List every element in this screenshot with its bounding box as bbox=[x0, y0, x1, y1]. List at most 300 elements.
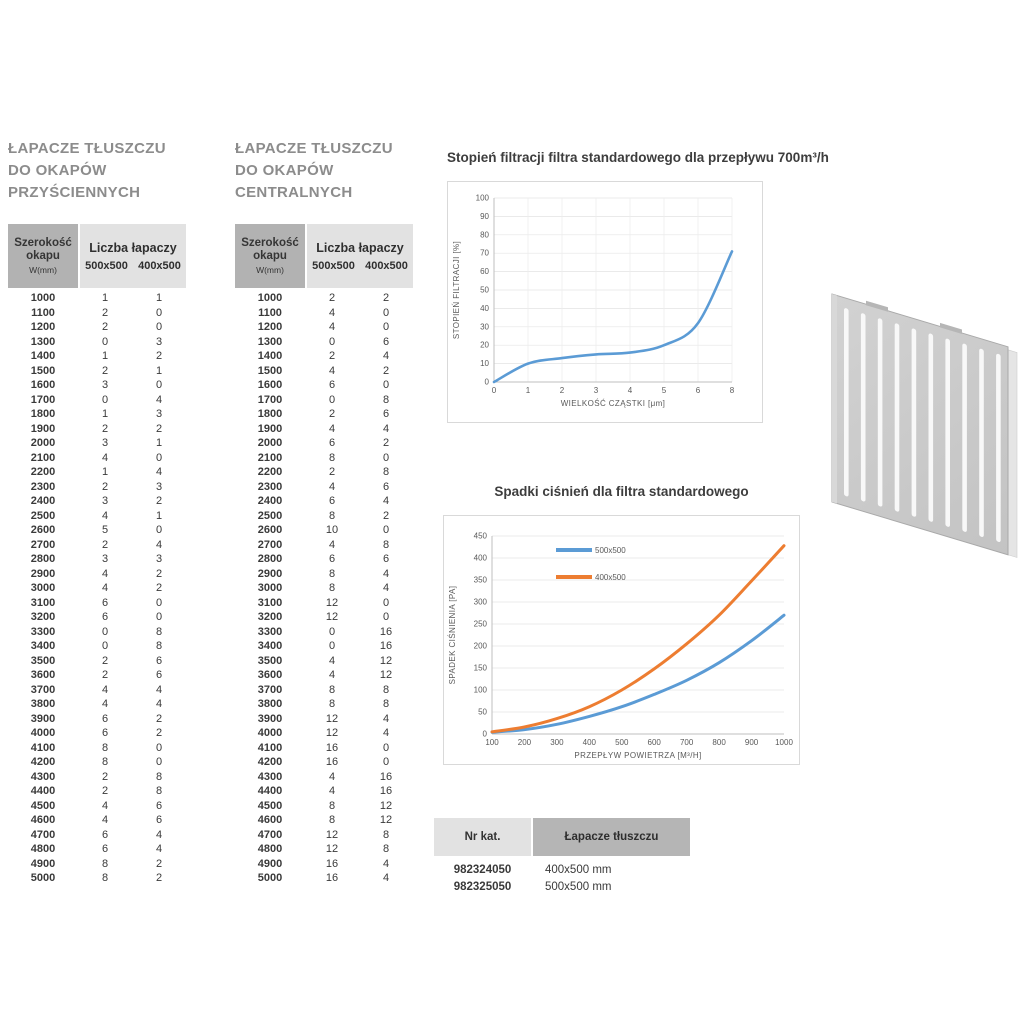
table-cell: 5 bbox=[101, 524, 109, 537]
table-row bbox=[8, 291, 186, 306]
table-cell: 6 bbox=[101, 843, 109, 856]
table-cell: 8 bbox=[328, 567, 336, 580]
table-cell: 4700 bbox=[257, 828, 283, 841]
table-cell: 1500 bbox=[30, 364, 56, 377]
table-cell: 4 bbox=[328, 321, 336, 334]
table-row bbox=[8, 813, 186, 828]
table-cell: 1400 bbox=[30, 350, 56, 363]
filtration-curve-svg bbox=[448, 182, 764, 424]
table-row bbox=[8, 799, 186, 814]
table-cell: 0 bbox=[155, 306, 163, 319]
table-cell: 4 bbox=[382, 582, 390, 595]
table-cell: 6 bbox=[155, 814, 163, 827]
table-cell: 4 bbox=[101, 814, 109, 827]
table-row bbox=[8, 523, 186, 538]
table-cell: 6 bbox=[155, 799, 163, 812]
svg-text:400: 400 bbox=[473, 553, 487, 563]
table-cell: 6 bbox=[328, 553, 336, 566]
table-cell: 3900 bbox=[257, 712, 283, 725]
table-row bbox=[8, 610, 186, 625]
filter-slot bbox=[878, 318, 883, 507]
svg-text:150: 150 bbox=[473, 663, 487, 673]
table-cell: 3800 bbox=[257, 698, 283, 711]
table-cell: 0 bbox=[382, 306, 390, 319]
table-cell: 8 bbox=[382, 393, 390, 406]
table-cell: 3100 bbox=[257, 596, 283, 609]
table-cell: 4 bbox=[382, 712, 390, 725]
table-cell: 8 bbox=[382, 828, 390, 841]
table-cell: 8 bbox=[101, 756, 109, 769]
table-cell: 8 bbox=[328, 582, 336, 595]
table-cell: 2200 bbox=[257, 466, 283, 479]
table-row bbox=[235, 668, 413, 683]
svg-text:3: 3 bbox=[593, 386, 599, 395]
table-cell: 4 bbox=[155, 828, 163, 841]
table-row bbox=[8, 842, 186, 857]
table-cell: 3500 bbox=[257, 654, 283, 667]
filter-slot bbox=[979, 348, 984, 537]
table-cell: 2 bbox=[155, 857, 163, 870]
table-cell: 3600 bbox=[30, 669, 56, 682]
table-row bbox=[235, 581, 413, 596]
table-cell: 16 bbox=[325, 741, 339, 754]
table-cell: 16 bbox=[379, 785, 393, 798]
catalog-table bbox=[434, 818, 690, 895]
table-cell: 8 bbox=[382, 698, 390, 711]
table-cell: 4900 bbox=[257, 857, 283, 870]
pressure-curves-svg bbox=[444, 516, 801, 766]
table-row bbox=[235, 436, 413, 451]
svg-text:6: 6 bbox=[695, 386, 701, 395]
table-row bbox=[8, 378, 186, 393]
table-cell: 8 bbox=[382, 538, 390, 551]
table-cell: 6 bbox=[101, 712, 109, 725]
table-cell: 4 bbox=[155, 843, 163, 856]
table-cell: 0 bbox=[328, 625, 336, 638]
catalog-number: 982324050 bbox=[453, 863, 512, 876]
table-cell: 2 bbox=[101, 785, 109, 798]
table-row bbox=[8, 654, 186, 669]
table-row bbox=[235, 509, 413, 524]
table-cell: 2600 bbox=[30, 524, 56, 537]
table-cell: 4200 bbox=[30, 756, 56, 769]
filter-slot bbox=[962, 343, 967, 532]
table-cell: 4 bbox=[382, 350, 390, 363]
table-row bbox=[235, 596, 413, 611]
table-cell: 4100 bbox=[257, 741, 283, 754]
table-cell: 4800 bbox=[30, 843, 56, 856]
table-row bbox=[8, 349, 186, 364]
svg-text:1000: 1000 bbox=[775, 738, 793, 747]
table-cell: 12 bbox=[325, 712, 339, 725]
table-cell: 10 bbox=[325, 524, 339, 537]
table-cell: 8 bbox=[328, 683, 336, 696]
table-row bbox=[235, 538, 413, 553]
table-cell: 2400 bbox=[30, 495, 56, 508]
table-cell: 1 bbox=[101, 292, 109, 305]
table-cell: 2 bbox=[101, 306, 109, 319]
table-cell: 8 bbox=[155, 770, 163, 783]
title-line: ŁAPACZE TŁUSZCZU bbox=[235, 140, 393, 157]
trap-count-header bbox=[307, 224, 413, 288]
table-cell: 1800 bbox=[30, 408, 56, 421]
table-cell: 0 bbox=[101, 393, 109, 406]
filter-slot bbox=[996, 353, 1001, 542]
table-row bbox=[235, 451, 413, 466]
table-cell: 6 bbox=[328, 495, 336, 508]
table-cell: 4300 bbox=[30, 770, 56, 783]
table-cell: 1200 bbox=[257, 321, 283, 334]
table-cell: 2600 bbox=[257, 524, 283, 537]
table-row bbox=[8, 871, 186, 886]
table-cell: 2 bbox=[155, 422, 163, 435]
size-400x500-header: 400x500 bbox=[138, 259, 181, 272]
table-row bbox=[8, 639, 186, 654]
table-cell: 2 bbox=[101, 669, 109, 682]
title-line: DO OKAPÓW bbox=[235, 162, 334, 179]
table-row bbox=[8, 596, 186, 611]
table-cell: 6 bbox=[155, 654, 163, 667]
hood-width-unit: W(mm) bbox=[256, 265, 284, 275]
svg-text:300: 300 bbox=[550, 738, 564, 747]
table-cell: 4 bbox=[328, 770, 336, 783]
table-cell: 2700 bbox=[257, 538, 283, 551]
table-cell: 8 bbox=[101, 872, 109, 885]
table-cell: 8 bbox=[328, 509, 336, 522]
table-cell: 5000 bbox=[257, 872, 283, 885]
svg-text:350: 350 bbox=[473, 575, 487, 585]
table-cell: 3 bbox=[101, 495, 109, 508]
filter-slot bbox=[945, 338, 950, 527]
table-row bbox=[8, 422, 186, 437]
table-cell: 3 bbox=[101, 553, 109, 566]
table-cell: 3200 bbox=[30, 611, 56, 624]
svg-text:40: 40 bbox=[480, 303, 489, 313]
table-row bbox=[8, 393, 186, 408]
table-cell: 2 bbox=[101, 422, 109, 435]
table-cell: 4500 bbox=[30, 799, 56, 812]
svg-text:SPADEK CIŚNIENIA [PA]: SPADEK CIŚNIENIA [PA] bbox=[448, 585, 457, 685]
table-row bbox=[8, 451, 186, 466]
svg-text:250: 250 bbox=[473, 619, 487, 629]
table-cell: 2 bbox=[155, 495, 163, 508]
table-cell: 1100 bbox=[258, 306, 282, 319]
size-500x500-header: 500x500 bbox=[312, 259, 355, 272]
table-cell: 1200 bbox=[30, 321, 56, 334]
table-row bbox=[8, 567, 186, 582]
title-line: PRZYŚCIENNYCH bbox=[8, 184, 141, 201]
pressure-drop-chart bbox=[443, 484, 800, 765]
table-cell: 2100 bbox=[30, 451, 56, 464]
table-cell: 1900 bbox=[30, 422, 56, 435]
title-line: ŁAPACZE TŁUSZCZU bbox=[8, 140, 166, 157]
table-cell: 6 bbox=[101, 727, 109, 740]
table-row bbox=[8, 364, 186, 379]
table-cell: 2 bbox=[101, 480, 109, 493]
hood-width-label: Szerokość okapu bbox=[14, 237, 72, 262]
table-cell: 4 bbox=[101, 509, 109, 522]
table-row bbox=[8, 494, 186, 509]
table-cell: 2300 bbox=[257, 480, 283, 493]
table-row bbox=[235, 654, 413, 669]
table-cell: 0 bbox=[101, 625, 109, 638]
table-cell: 2500 bbox=[30, 509, 56, 522]
trap-count-header bbox=[80, 224, 186, 288]
table-row bbox=[8, 625, 186, 640]
table-cell: 12 bbox=[325, 596, 339, 609]
table-cell: 0 bbox=[382, 741, 390, 754]
table-cell: 4 bbox=[328, 669, 336, 682]
table-cell: 3300 bbox=[30, 625, 56, 638]
table-cell: 3 bbox=[101, 379, 109, 392]
table-row bbox=[235, 871, 413, 886]
table-cell: 2300 bbox=[30, 480, 56, 493]
table-cell: 1600 bbox=[30, 379, 56, 392]
table-cell: 0 bbox=[101, 335, 109, 348]
table-row bbox=[8, 726, 186, 741]
table-cell: 4 bbox=[382, 495, 390, 508]
hood-width-header bbox=[235, 224, 305, 288]
grease-traps-header: Łapacze tłuszczu bbox=[533, 818, 690, 856]
table-row bbox=[235, 625, 413, 640]
table-cell: 4000 bbox=[257, 727, 283, 740]
table-cell: 2100 bbox=[257, 451, 283, 464]
svg-text:500x500: 500x500 bbox=[595, 546, 626, 555]
table-cell: 12 bbox=[325, 843, 339, 856]
central-hoods-table-section bbox=[235, 138, 413, 886]
table-cell: 4200 bbox=[257, 756, 283, 769]
table-row bbox=[235, 712, 413, 727]
table-row bbox=[8, 465, 186, 480]
table-row bbox=[8, 784, 186, 799]
table-cell: 2 bbox=[155, 350, 163, 363]
table-cell: 0 bbox=[155, 524, 163, 537]
table-cell: 4400 bbox=[30, 785, 56, 798]
table-row bbox=[235, 465, 413, 480]
svg-text:60: 60 bbox=[480, 267, 489, 277]
table-cell: 4 bbox=[101, 698, 109, 711]
pressure-chart-title: Spadki ciśnień dla filtra standardowego bbox=[494, 484, 749, 499]
filtration-chart-title: Stopień filtracji filtra standardowego dla przepływu 700m³/h bbox=[447, 150, 829, 165]
size-500x500-header: 500x500 bbox=[85, 259, 128, 272]
table-cell: 2 bbox=[101, 770, 109, 783]
table-cell: 4 bbox=[155, 698, 163, 711]
table-cell: 8 bbox=[382, 683, 390, 696]
table-cell: 12 bbox=[325, 828, 339, 841]
table-cell: 2700 bbox=[30, 538, 56, 551]
table-cell: 4 bbox=[101, 567, 109, 580]
table-row bbox=[235, 378, 413, 393]
table-cell: 2 bbox=[101, 364, 109, 377]
table-cell: 3100 bbox=[30, 596, 56, 609]
section-title-central-hoods bbox=[235, 138, 413, 204]
table-cell: 4500 bbox=[257, 799, 283, 812]
table-cell: 3 bbox=[101, 437, 109, 450]
table-cell: 2200 bbox=[30, 466, 56, 479]
table-cell: 0 bbox=[328, 640, 336, 653]
svg-text:800: 800 bbox=[712, 738, 726, 747]
table-header bbox=[8, 224, 186, 288]
table-row bbox=[235, 523, 413, 538]
table-cell: 2800 bbox=[30, 553, 56, 566]
table-row bbox=[235, 697, 413, 712]
table-cell: 4000 bbox=[30, 727, 56, 740]
table-body bbox=[8, 291, 186, 886]
table-cell: 12 bbox=[325, 611, 339, 624]
table-cell: 3700 bbox=[257, 683, 283, 696]
table-row bbox=[235, 291, 413, 306]
catalog-row bbox=[434, 878, 690, 895]
svg-text:450: 450 bbox=[473, 531, 487, 541]
catalog-number-header: Nr kat. bbox=[434, 818, 531, 856]
svg-text:8: 8 bbox=[729, 386, 735, 395]
table-row bbox=[235, 857, 413, 872]
table-row bbox=[8, 697, 186, 712]
catalog-header bbox=[434, 818, 690, 856]
table-row bbox=[235, 683, 413, 698]
table-row bbox=[235, 306, 413, 321]
table-cell: 4300 bbox=[257, 770, 283, 783]
table-cell: 4400 bbox=[257, 785, 283, 798]
table-cell: 4900 bbox=[30, 857, 56, 870]
table-cell: 4 bbox=[155, 393, 163, 406]
table-cell: 0 bbox=[328, 393, 336, 406]
table-row bbox=[235, 828, 413, 843]
table-cell: 8 bbox=[382, 466, 390, 479]
table-cell: 4 bbox=[101, 451, 109, 464]
table-cell: 1 bbox=[101, 350, 109, 363]
table-cell: 1500 bbox=[257, 364, 283, 377]
table-cell: 6 bbox=[382, 335, 390, 348]
table-row bbox=[235, 799, 413, 814]
table-cell: 0 bbox=[155, 596, 163, 609]
table-row bbox=[235, 639, 413, 654]
svg-text:STOPIEŃ FILTRACJI [%]: STOPIEŃ FILTRACJI [%] bbox=[452, 240, 461, 340]
table-cell: 0 bbox=[382, 611, 390, 624]
table-cell: 12 bbox=[379, 814, 393, 827]
svg-text:2: 2 bbox=[559, 386, 565, 395]
svg-text:900: 900 bbox=[744, 738, 759, 747]
table-cell: 8 bbox=[155, 625, 163, 638]
svg-text:100: 100 bbox=[475, 193, 489, 203]
table-cell: 12 bbox=[379, 669, 393, 682]
table-cell: 4 bbox=[101, 683, 109, 696]
table-cell: 3400 bbox=[30, 640, 56, 653]
table-row bbox=[235, 335, 413, 350]
table-cell: 8 bbox=[328, 451, 336, 464]
trap-count-label: Liczba łapaczy bbox=[89, 240, 177, 255]
table-row bbox=[235, 364, 413, 379]
table-body bbox=[235, 291, 413, 886]
trap-size: 500x500 mm bbox=[545, 880, 612, 893]
table-cell: 2000 bbox=[30, 437, 56, 450]
svg-text:20: 20 bbox=[480, 340, 489, 350]
table-cell: 8 bbox=[155, 785, 163, 798]
table-row bbox=[235, 320, 413, 335]
table-cell: 1000 bbox=[257, 292, 283, 305]
svg-text:70: 70 bbox=[480, 248, 489, 258]
table-cell: 0 bbox=[155, 321, 163, 334]
table-row bbox=[235, 552, 413, 567]
table-cell: 0 bbox=[155, 611, 163, 624]
table-cell: 6 bbox=[101, 611, 109, 624]
table-header bbox=[235, 224, 413, 288]
table-cell: 6 bbox=[328, 379, 336, 392]
table-cell: 2 bbox=[155, 582, 163, 595]
svg-text:400: 400 bbox=[582, 738, 597, 747]
table-cell: 1800 bbox=[257, 408, 283, 421]
table-cell: 4100 bbox=[30, 741, 56, 754]
svg-text:200: 200 bbox=[517, 738, 532, 747]
svg-text:100: 100 bbox=[473, 685, 487, 695]
table-cell: 6 bbox=[155, 669, 163, 682]
svg-text:100: 100 bbox=[485, 738, 499, 747]
table-cell: 4 bbox=[382, 857, 390, 870]
table-cell: 4600 bbox=[257, 814, 283, 827]
table-row bbox=[8, 306, 186, 321]
title-line: CENTRALNYCH bbox=[235, 184, 353, 201]
table-row bbox=[235, 567, 413, 582]
section-title-wall-hoods bbox=[8, 138, 186, 204]
table-cell: 1300 bbox=[257, 335, 283, 348]
filter-back-edge bbox=[1008, 350, 1017, 558]
filter-slot bbox=[912, 328, 917, 517]
table-cell: 4 bbox=[328, 538, 336, 551]
table-cell: 1700 bbox=[30, 393, 56, 406]
table-cell: 2 bbox=[382, 437, 390, 450]
svg-text:600: 600 bbox=[647, 738, 661, 747]
table-cell: 8 bbox=[328, 814, 336, 827]
table-cell: 3500 bbox=[30, 654, 56, 667]
table-cell: 0 bbox=[155, 756, 163, 769]
trap-size: 400x500 mm bbox=[545, 863, 612, 876]
table-cell: 1700 bbox=[257, 393, 283, 406]
table-cell: 3000 bbox=[257, 582, 283, 595]
table-cell: 6 bbox=[101, 596, 109, 609]
table-cell: 0 bbox=[155, 451, 163, 464]
table-row bbox=[8, 741, 186, 756]
table-cell: 0 bbox=[328, 335, 336, 348]
table-cell: 1 bbox=[101, 408, 109, 421]
svg-text:0: 0 bbox=[482, 729, 487, 739]
table-cell: 0 bbox=[382, 451, 390, 464]
table-row bbox=[235, 813, 413, 828]
table-cell: 2 bbox=[101, 321, 109, 334]
table-cell: 3900 bbox=[30, 712, 56, 725]
svg-text:5: 5 bbox=[661, 386, 667, 395]
table-row bbox=[235, 480, 413, 495]
hood-width-header bbox=[8, 224, 78, 288]
filtration-chart bbox=[447, 150, 829, 423]
svg-text:1: 1 bbox=[525, 386, 531, 395]
table-cell: 8 bbox=[101, 741, 109, 754]
table-cell: 8 bbox=[101, 857, 109, 870]
table-row bbox=[235, 610, 413, 625]
table-cell: 3200 bbox=[257, 611, 283, 624]
table-cell: 0 bbox=[382, 321, 390, 334]
table-row bbox=[8, 828, 186, 843]
table-cell: 4 bbox=[382, 727, 390, 740]
svg-text:80: 80 bbox=[480, 230, 489, 240]
table-cell: 4 bbox=[382, 567, 390, 580]
size-400x500-header: 400x500 bbox=[365, 259, 408, 272]
table-row bbox=[235, 842, 413, 857]
table-row bbox=[8, 509, 186, 524]
table-row bbox=[8, 320, 186, 335]
table-cell: 2900 bbox=[30, 567, 56, 580]
table-cell: 2 bbox=[328, 408, 336, 421]
table-cell: 3700 bbox=[30, 683, 56, 696]
